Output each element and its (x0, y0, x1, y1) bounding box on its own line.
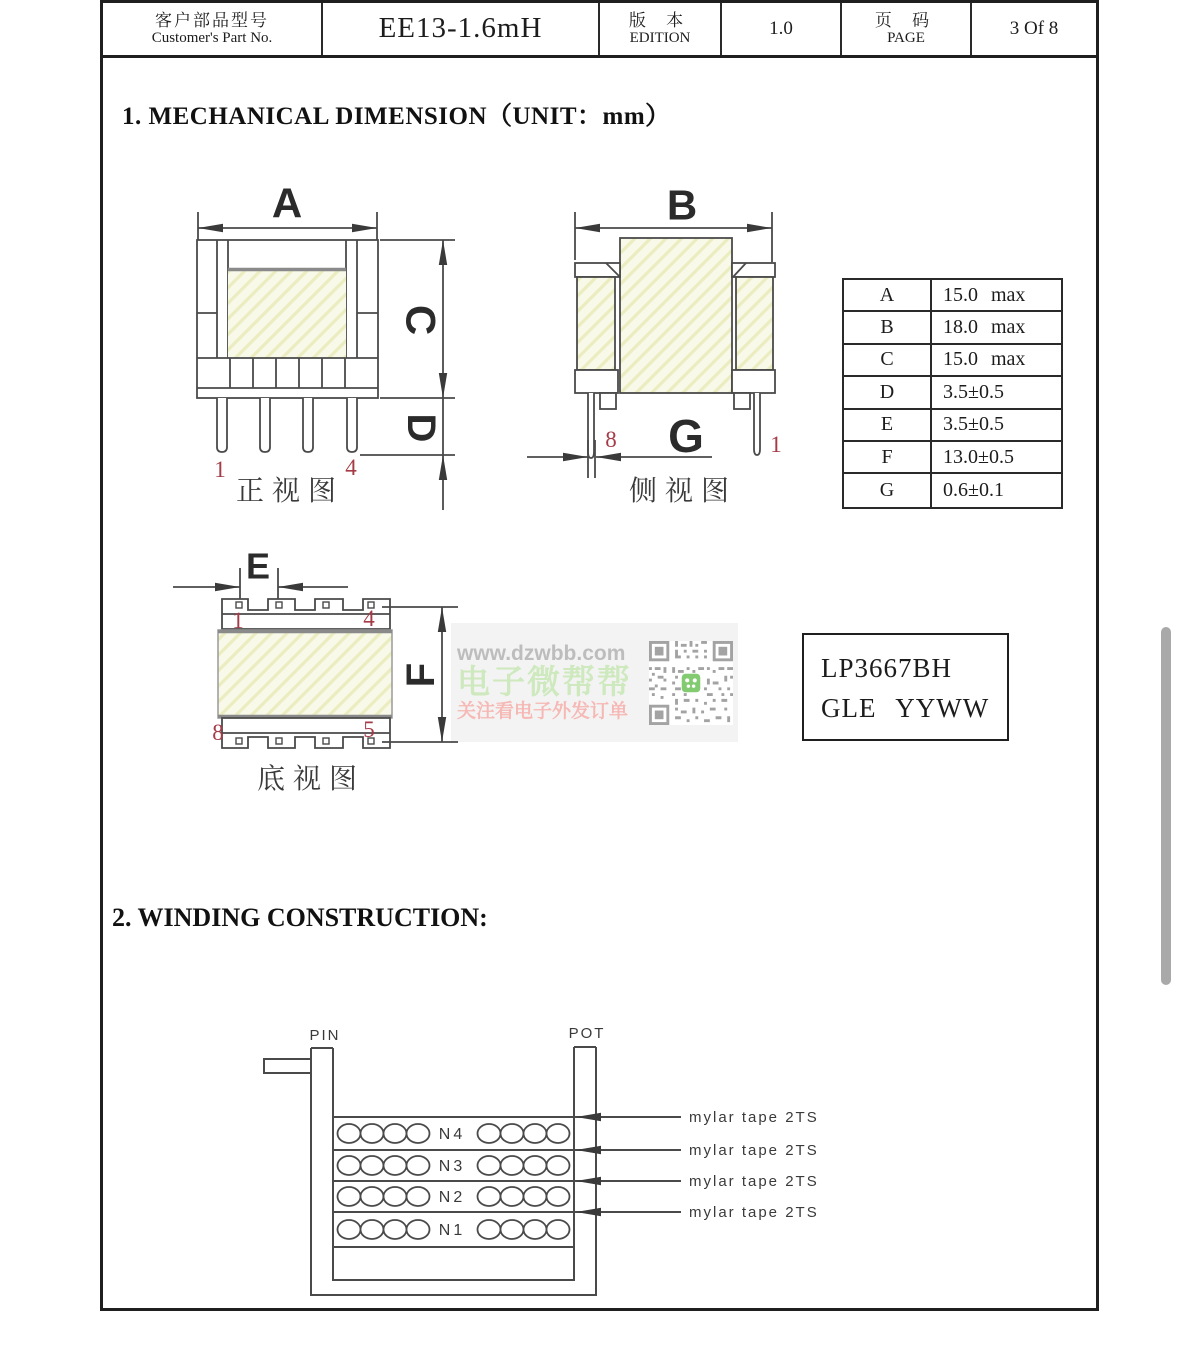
table-row (844, 345, 1061, 377)
customer-part-label-zh: 客户部品型号 (155, 10, 269, 30)
front-view-caption: 正视图 (235, 476, 345, 507)
winding-layer-n4-label: N4 (438, 1126, 466, 1143)
side-dim-b-label: B (666, 181, 698, 229)
dim-letter: A (844, 280, 932, 310)
mylar-tape-label-4: mylar tape 2TS (689, 1204, 819, 1221)
part-number: EE13-1.6mH (378, 12, 543, 45)
winding-layer-n3-label: N3 (438, 1158, 466, 1175)
front-pin-4-label: 4 (345, 455, 357, 480)
customer-part-label-en: Customer's Part No. (151, 30, 273, 47)
table-row (844, 312, 1061, 344)
side-dim-g-label: G (668, 410, 704, 462)
bottom-pin-8-label: 8 (212, 720, 224, 745)
dim-letter: E (844, 410, 932, 440)
section-2-title: 2. WINDING CONSTRUCTION: (112, 903, 488, 932)
front-view-drawing (197, 212, 455, 510)
winding-diagram (264, 1047, 681, 1295)
dim-value: 18.0 max (943, 316, 1026, 339)
dim-letter: C (844, 345, 932, 375)
mylar-tape-label-1: mylar tape 2TS (689, 1109, 819, 1126)
dimension-table (842, 278, 1063, 509)
front-dim-a-label: A (271, 179, 303, 227)
mylar-tape-label-3: mylar tape 2TS (689, 1173, 819, 1190)
dim-value: 3.5±0.5 (943, 413, 1004, 436)
section-1-title: 1. MECHANICAL DIMENSION（UNIT：mm） (122, 103, 671, 130)
marking-line-1: LP3667BH (821, 653, 953, 683)
dim-value: 15.0 max (943, 348, 1026, 371)
winding-layer-n2-label: N2 (438, 1189, 466, 1206)
table-row (844, 474, 1061, 506)
winding-pin-label: PIN (309, 1027, 341, 1044)
table-row (844, 442, 1061, 474)
marking-label-box (802, 633, 1009, 741)
front-dim-d-label: D (399, 413, 443, 443)
winding-layer-n1-label: N1 (438, 1222, 466, 1239)
mylar-tape-label-2: mylar tape 2TS (689, 1142, 819, 1159)
bottom-pin-4-label: 4 (363, 606, 375, 631)
edition-value: 1.0 (769, 18, 793, 40)
watermark-brand: 电子微帮帮 (457, 665, 632, 702)
front-pin-1-label: 1 (214, 457, 226, 482)
page-label-en: PAGE (887, 30, 925, 47)
dim-letter: D (844, 377, 932, 407)
table-row (844, 410, 1061, 442)
page-value: 3 Of 8 (1009, 18, 1059, 40)
winding-pot-label: POT (568, 1025, 606, 1042)
watermark-tagline: 关注看电子外发订单 (457, 700, 629, 722)
page-label-zh: 页 码 (874, 10, 938, 30)
dim-letter: F (844, 442, 932, 472)
marking-line-2: GLE YYWW (821, 693, 990, 723)
side-pin-1-label: 1 (770, 432, 782, 457)
bottom-view-caption: 底视图 (256, 764, 366, 795)
bottom-pin-5-label: 5 (363, 717, 375, 742)
edition-label-en: EDITION (629, 30, 691, 47)
side-view-drawing (527, 212, 775, 478)
bottom-pin-1-label: 1 (232, 608, 244, 633)
table-row (844, 280, 1061, 312)
edition-label-zh: 版 本 (628, 10, 692, 30)
scrollbar-thumb[interactable] (1161, 627, 1171, 985)
bottom-dim-f-label: F (399, 662, 443, 688)
dim-value: 3.5±0.5 (943, 380, 1004, 403)
watermark-url: www.dzwbb.com (457, 642, 626, 666)
side-view-caption: 侧视图 (628, 476, 738, 507)
dim-value: 15.0 max (943, 283, 1026, 306)
bottom-dim-e-label: E (245, 545, 271, 587)
front-dim-c-label: C (397, 304, 445, 336)
dim-letter: B (844, 312, 932, 342)
dim-letter: G (844, 474, 932, 506)
side-pin-8-label: 8 (605, 427, 617, 452)
table-row (844, 377, 1061, 409)
dim-value: 0.6±0.1 (943, 479, 1004, 502)
dim-value: 13.0±0.5 (943, 445, 1014, 468)
